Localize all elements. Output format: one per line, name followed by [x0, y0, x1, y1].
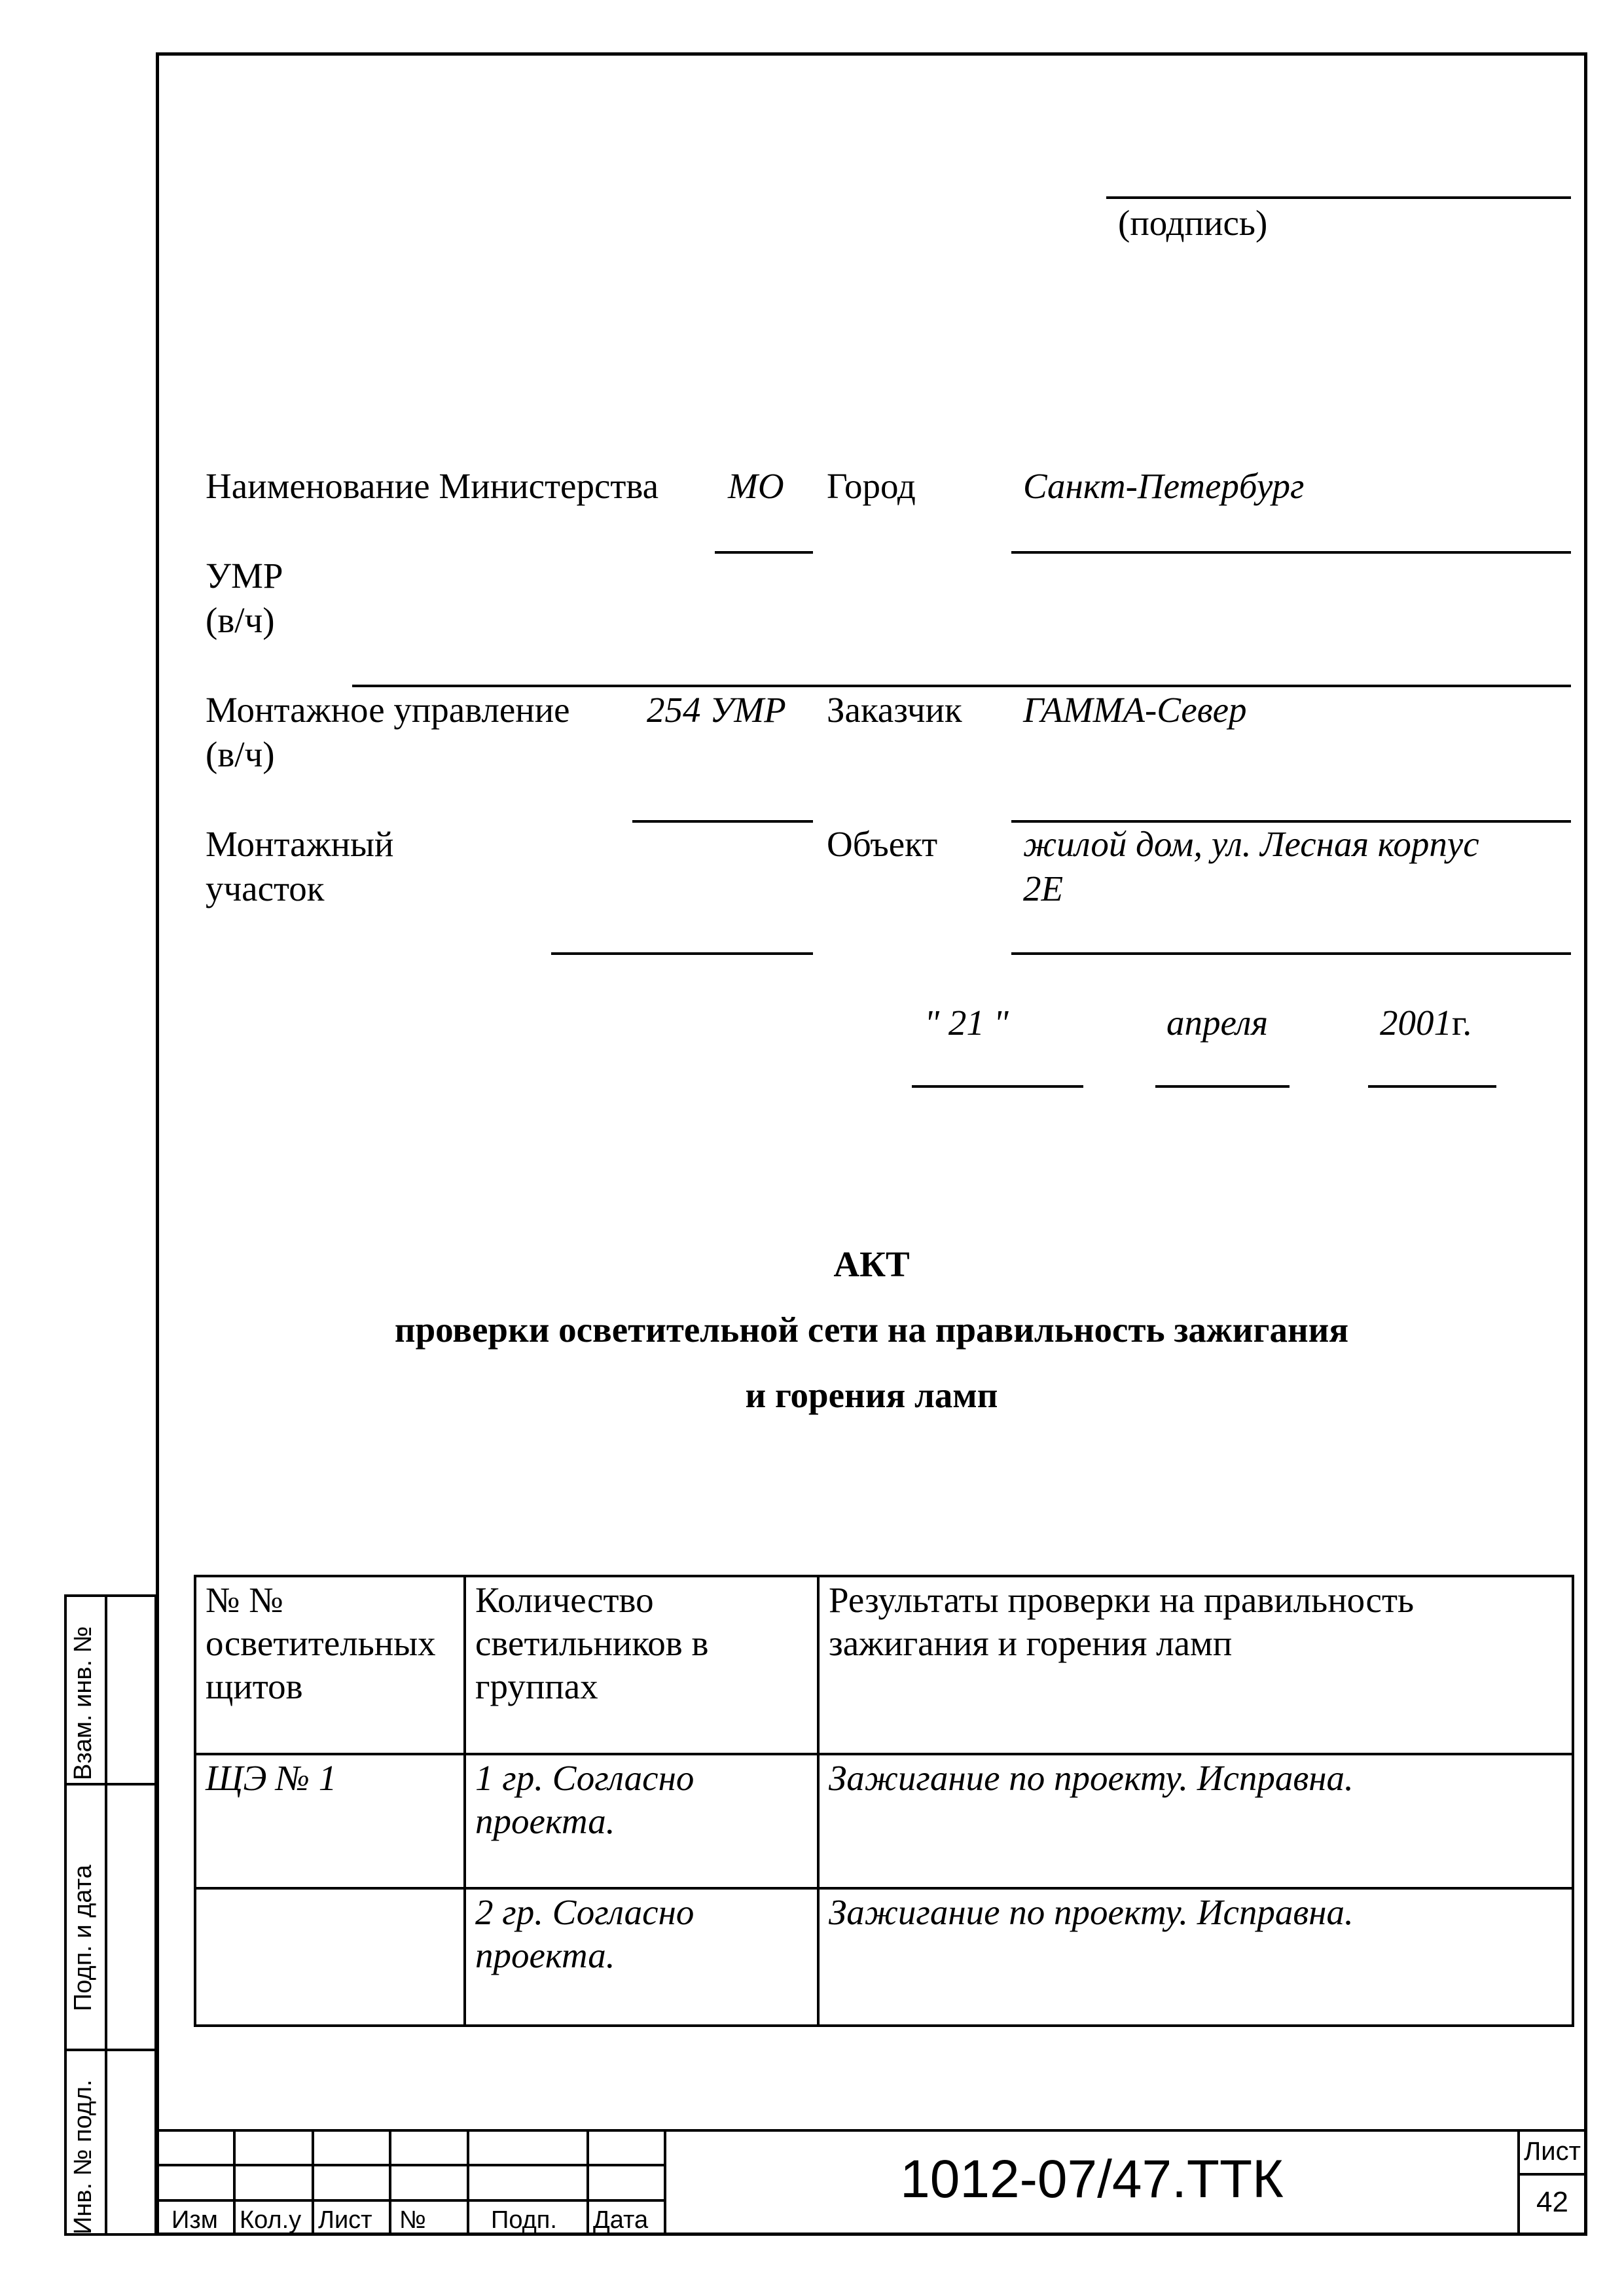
table-row	[195, 1754, 1573, 1888]
count-text: 2 гр. Согласно	[475, 1892, 695, 1932]
section-label-2: участок	[206, 869, 325, 908]
umr-underline	[352, 685, 1571, 687]
city-label: Город	[827, 466, 916, 506]
act-subtitle-2: и горения ламп	[745, 1375, 998, 1415]
date-day-underline	[912, 1085, 1083, 1088]
count-text: 1 гр. Согласно	[475, 1758, 695, 1798]
side-box-inv-orig	[64, 2049, 157, 2236]
ministry-underline	[715, 551, 813, 554]
stamp-col-line	[586, 2129, 589, 2236]
customer-value: ГАММА-Север	[1023, 690, 1247, 730]
stamp-col-line	[389, 2129, 391, 2236]
ministry-label: Наименование Министерства	[206, 466, 659, 506]
section-underline	[551, 952, 813, 955]
city-underline	[1011, 551, 1571, 554]
date-suffix: г.	[1452, 1003, 1472, 1043]
stamp-col-izm: Изм	[171, 2206, 218, 2234]
date-month-underline	[1155, 1085, 1290, 1088]
stamp-col-num: №	[399, 2206, 426, 2234]
header-text: Количество	[475, 1580, 654, 1620]
side-box-sign-date	[64, 1783, 157, 2051]
result-cell: Зажигание по проекту. Исправна.	[818, 1754, 1573, 1888]
stamp-col-sign: Подп.	[491, 2206, 557, 2234]
date-month: апреля	[1166, 1003, 1269, 1043]
ministry-value: МО	[728, 466, 784, 506]
date-year-underline	[1368, 1085, 1496, 1088]
check-results-table	[194, 1575, 1574, 2027]
header-text: осветительных	[206, 1623, 436, 1663]
city-value: Санкт-Петербург	[1023, 466, 1305, 506]
umr-sub: (в/ч)	[206, 600, 275, 640]
object-value-1: жилой дом, ул. Лесная корпус	[1023, 824, 1479, 864]
count-text: проекта.	[475, 1935, 615, 1975]
mount-mgmt-sub: (в/ч)	[206, 734, 275, 774]
stamp-col-line	[233, 2129, 236, 2236]
side-label-cell	[67, 1597, 107, 1783]
act-subtitle-1: проверки осветительной сети на правильность зажигания	[394, 1310, 1349, 1350]
mount-mgmt-label: Монтажное управление	[206, 690, 570, 730]
act-title: АКТ	[833, 1244, 910, 1284]
header-cell-results	[818, 1576, 1573, 1754]
signature-caption: (подпись)	[1118, 203, 1268, 243]
date-year-group	[1380, 1001, 1471, 1045]
signature-line	[1106, 196, 1571, 199]
sheet-divider	[1517, 2173, 1587, 2176]
object-value-2: 2Е	[1023, 869, 1064, 908]
side-replace-inv: Взам. инв. №	[69, 1626, 97, 1780]
count-cell	[465, 1888, 818, 2026]
header-text: зажигания и горения ламп	[829, 1623, 1233, 1663]
count-text: проекта.	[475, 1801, 615, 1841]
header-text: щитов	[206, 1666, 303, 1706]
panel-cell	[195, 1888, 465, 2026]
panel-cell: ЩЭ № 1	[195, 1754, 465, 1888]
result-cell: Зажигание по проекту. Исправна.	[818, 1888, 1573, 2026]
sheet-label: Лист	[1524, 2137, 1581, 2166]
header-text: Результаты проверки на правильность	[829, 1580, 1415, 1620]
stamp-row-line	[156, 2199, 666, 2202]
header-text: светильников в	[475, 1623, 709, 1663]
header-text: № №	[206, 1580, 283, 1620]
stamp-col-kolu: Кол.у	[240, 2206, 302, 2234]
table-header-row	[195, 1576, 1573, 1754]
count-cell	[465, 1754, 818, 1888]
mount-mgmt-underline	[632, 820, 813, 823]
mount-mgmt-value: 254 УМР	[647, 690, 786, 730]
header-cell-panels	[195, 1576, 465, 1754]
doc-code: 1012-07/47.ТТК	[900, 2149, 1284, 2209]
customer-label: Заказчик	[827, 690, 962, 730]
stamp-col-line	[312, 2129, 314, 2236]
umr-label: УМР	[206, 556, 283, 596]
object-underline	[1011, 952, 1571, 955]
table-row	[195, 1888, 1573, 2026]
header-text: группах	[475, 1666, 598, 1706]
sheet-number: 42	[1536, 2186, 1568, 2218]
stamp-col-line	[467, 2129, 469, 2236]
header-cell-count	[465, 1576, 818, 1754]
side-box-replace-inv	[64, 1594, 157, 1785]
side-inv-orig: Инв. № подл.	[69, 2079, 97, 2234]
object-label: Объект	[827, 824, 938, 864]
date-year: 2001	[1380, 1003, 1452, 1043]
date-day: " 21 "	[924, 1003, 1009, 1043]
section-label-1: Монтажный	[206, 824, 394, 864]
side-label-cell	[67, 2051, 107, 2233]
stamp-col-list: Лист	[318, 2206, 372, 2234]
side-sign-date: Подп. и дата	[69, 1865, 97, 2011]
side-label-cell	[67, 1785, 107, 2049]
stamp-row-line	[156, 2164, 666, 2166]
stamp-col-date: Дата	[593, 2206, 649, 2234]
